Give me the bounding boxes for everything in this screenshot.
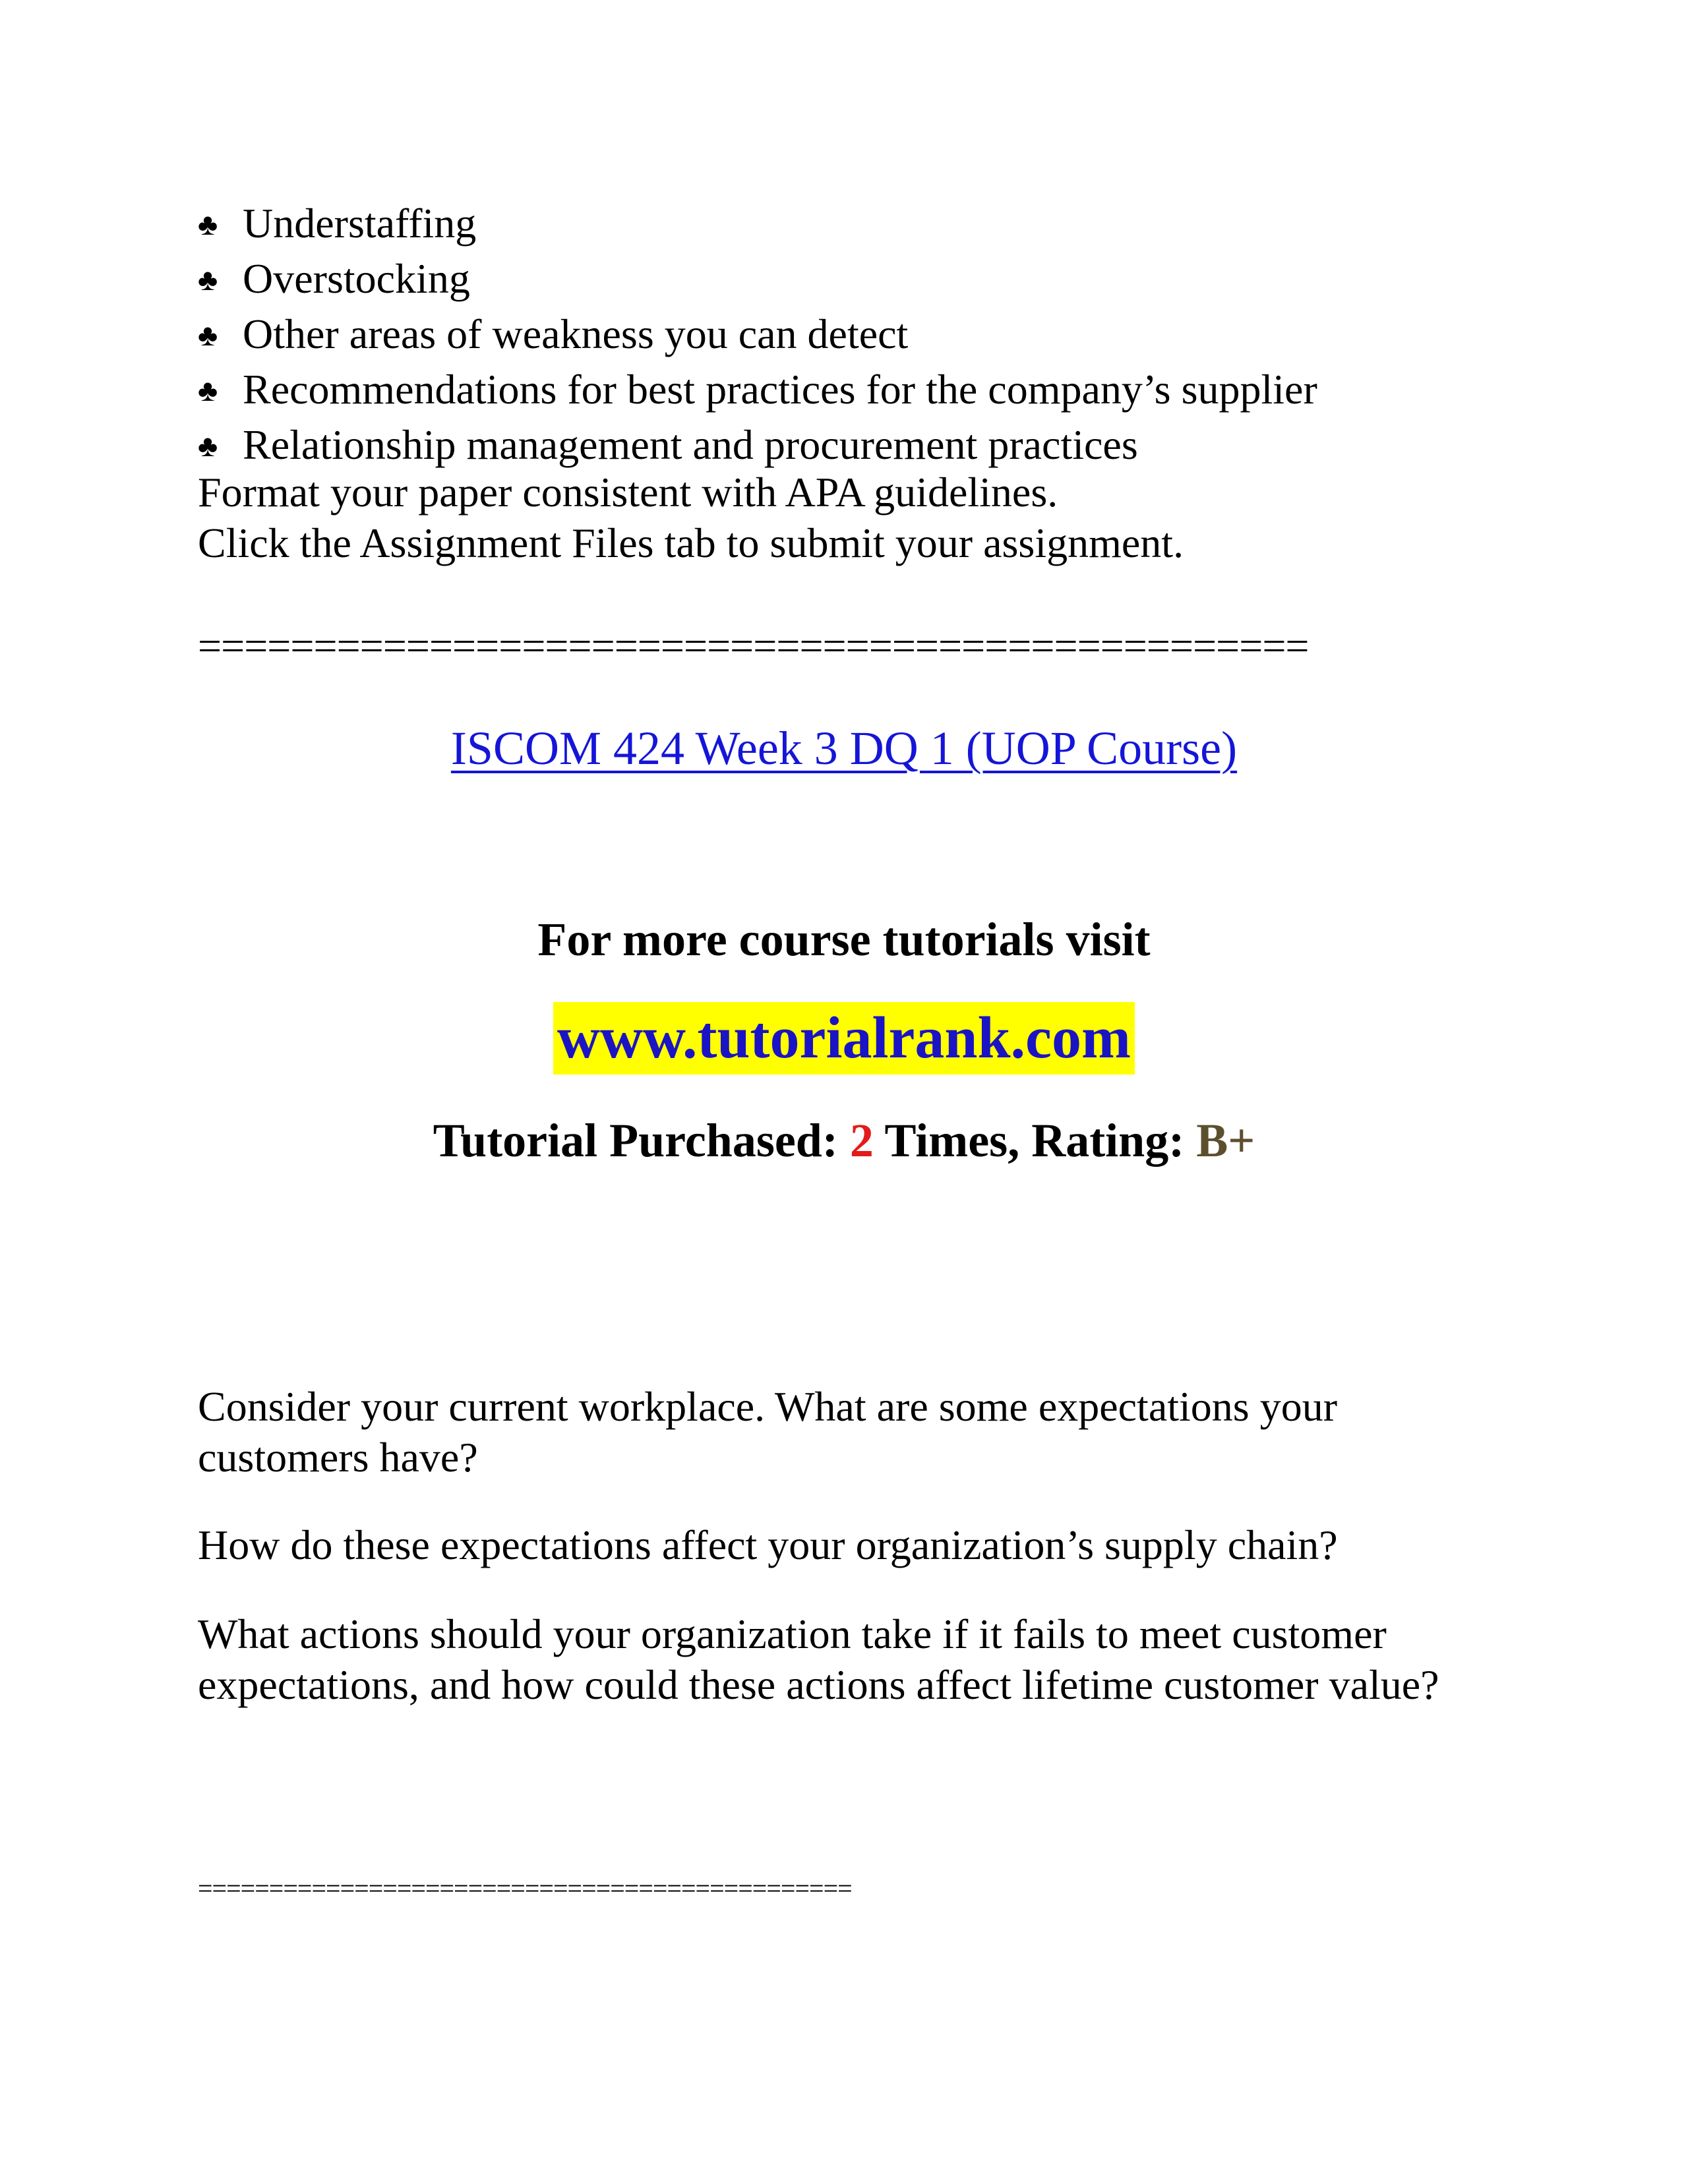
bullet-text: Other areas of weakness you can detect — [243, 310, 909, 357]
course-link-container — [0, 719, 1688, 778]
submit-instruction: Click the Assignment Files tab to submit your assignment. — [198, 519, 1184, 566]
bullet-text: Relationship management and procurement practices — [243, 421, 1138, 468]
bullet-item-overstocking — [198, 252, 1517, 307]
bullet-item-understaffing — [198, 196, 1517, 252]
site-line — [0, 1002, 1688, 1091]
instructions — [198, 467, 1517, 568]
bullet-item-weakness — [198, 307, 1517, 363]
course-link[interactable]: ISCOM 424 Week 3 DQ 1 (UOP Course) — [450, 722, 1238, 775]
club-icon: ♣ — [198, 318, 218, 352]
question-actions: What actions should your organization take if it fails to meet customer expectations, and how could these actions affect lifetime customer value? — [198, 1610, 1439, 1708]
purchase-info — [0, 1111, 1688, 1170]
bullet-item-recommendations — [198, 363, 1517, 418]
club-icon: ♣ — [198, 263, 218, 297]
visit-heading: For more course tutorials visit — [537, 913, 1151, 966]
club-icon: ♣ — [198, 208, 218, 241]
separator-line-bottom: ============================================== — [198, 1874, 852, 1903]
bullet-list — [198, 196, 1517, 473]
purchased-count: 2 — [849, 1114, 874, 1167]
format-instruction: Format your paper consistent with APA guidelines. — [198, 469, 1058, 516]
bullet-text: Recommendations for best practices for the company’s supplier — [243, 366, 1317, 413]
rating-value: B+ — [1196, 1114, 1255, 1167]
question-workplace: Consider your current workplace. What are some expectations your customers have? — [198, 1383, 1337, 1481]
bullet-text: Overstocking — [243, 255, 470, 302]
bullet-text: Understaffing — [243, 200, 477, 247]
question-supply-chain: How do these expectations affect your organization’s supply chain? — [198, 1521, 1338, 1568]
site-url-link[interactable]: www.tutorialrank.com — [553, 1002, 1135, 1075]
bullet-item-relationship — [198, 418, 1517, 473]
club-icon: ♣ — [198, 429, 218, 463]
separator-line-top: ================================================ — [198, 622, 1309, 669]
purchased-label: Tutorial Purchased: — [433, 1114, 850, 1167]
club-icon: ♣ — [198, 374, 218, 407]
times-rating-label: Times, Rating: — [873, 1114, 1197, 1167]
